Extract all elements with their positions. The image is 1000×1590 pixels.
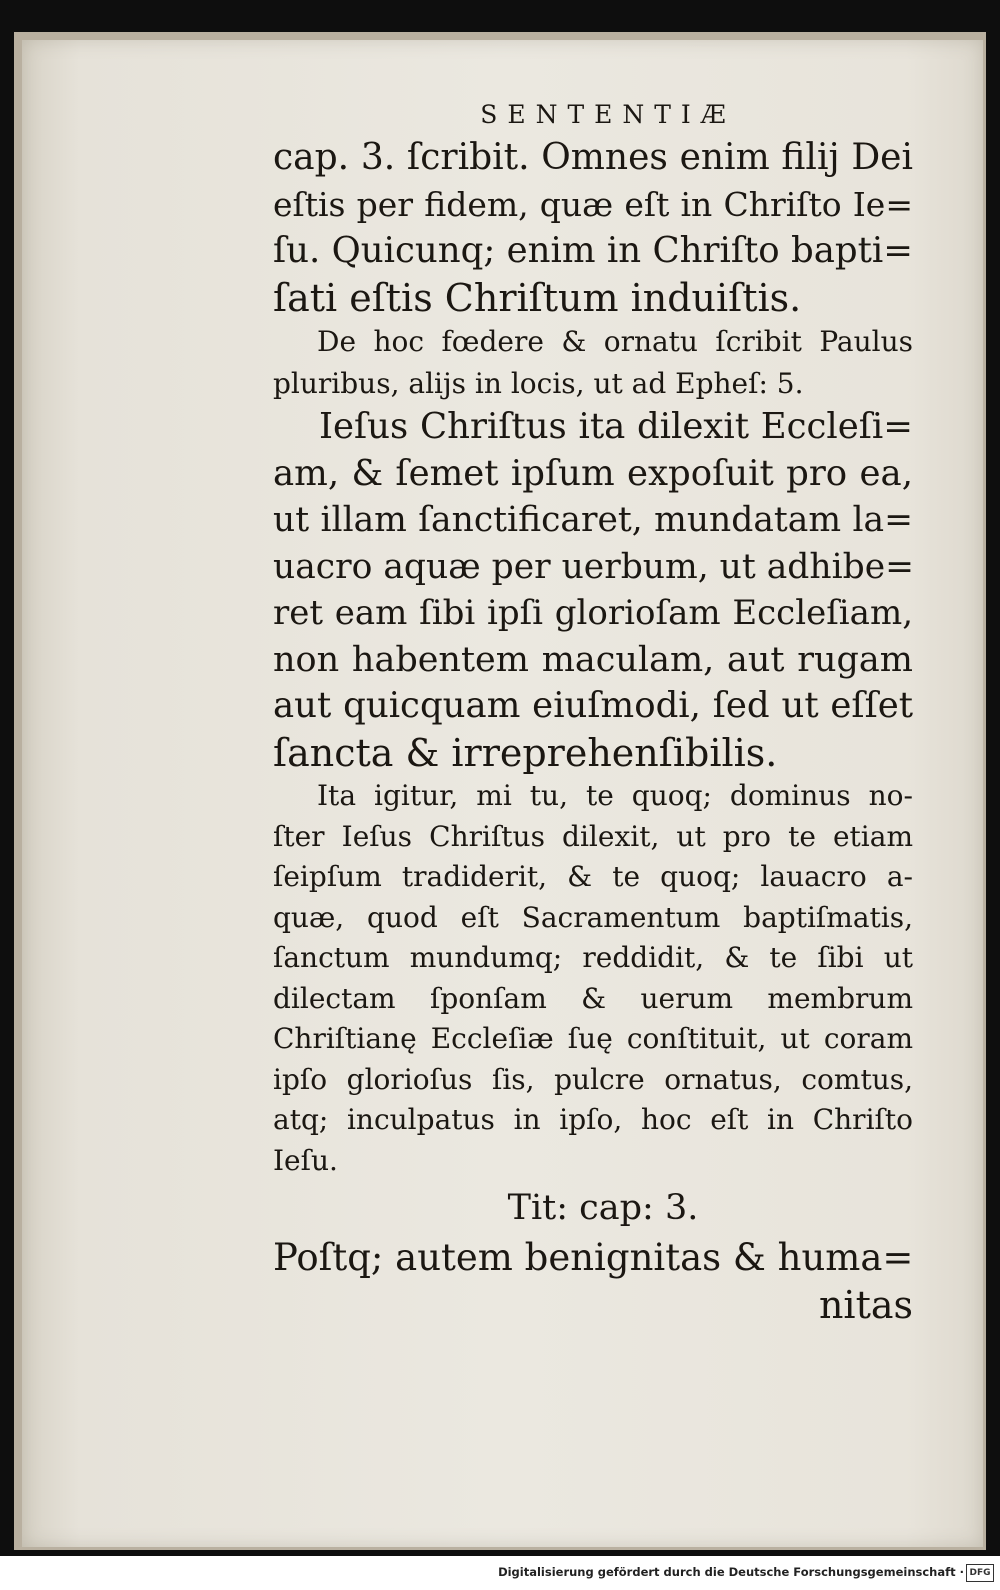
text-line: De hoc fœdere & ornatu ſcribit Paulus	[317, 325, 913, 358]
dfg-logo-icon: DFG	[966, 1564, 994, 1582]
text-line: atq; inculpatus in ipſo, hoc eſt in Chriſto	[273, 1103, 913, 1137]
text-line: eſtis per fidem, quæ eſt in Chriſto Ie=	[273, 184, 913, 224]
text-line: Ieſus Chriſtus ita dilexit Eccleſi=	[319, 406, 913, 448]
text-line: ut illam ſanctificaret, mundatam la=	[273, 500, 913, 541]
text-line: ſancta & irreprehenſibilis.	[273, 730, 778, 775]
text-line: dilectam ſponſam & uerum membrum	[273, 981, 913, 1015]
section-heading: Tit: cap: 3.	[507, 1188, 699, 1229]
footer-bar	[0, 1556, 1000, 1590]
paragraph-1	[273, 135, 913, 321]
text-line: cap. 3. ſcribit. Omnes enim filij Dei	[273, 137, 913, 178]
paragraph-3	[273, 404, 913, 776]
text-line: ſter Ieſus Chriſtus dilexit, ut pro te etiam	[273, 819, 913, 853]
footer-credit: Digitalisierung gefördert durch die Deutsche Forschungsgemeinschaft ·	[498, 1565, 964, 1579]
text-line: ſeipſum tradiderit, & te quoq; lauacro a-	[273, 860, 913, 894]
text-line: quæ, quod eſt Sacramentum baptiſmatis,	[273, 900, 913, 934]
running-head: SENTENTIÆ	[480, 100, 736, 129]
text-line: ſanctum mundumq; reddidit, & te ſibi ut	[273, 941, 913, 975]
page-text	[273, 95, 913, 1328]
paragraph-4	[273, 776, 913, 1181]
text-line: non habentem maculam, aut rugam	[273, 639, 913, 680]
paragraph-5	[273, 1235, 913, 1282]
paragraph-2	[273, 321, 913, 404]
text-line: Ita igitur, mi tu, te quoq; dominus no-	[317, 779, 913, 813]
catchword: nitas	[818, 1282, 913, 1327]
text-line: uacro aquæ per uerbum, ut adhibe=	[273, 546, 915, 587]
text-line: pluribus, alijs in locis, ut ad Epheſ: 5.	[273, 366, 804, 400]
text-line: ret eam ſibi ipſi glorioſam Eccleſiam,	[273, 593, 913, 634]
text-line: Poſtq; autem benignitas & huma=	[273, 1236, 914, 1280]
text-line: ſu. Quicunq; enim in Chriſto bapti=	[273, 230, 913, 271]
text-line: ipſo glorioſus ſis, pulcre ornatus, comtus,	[273, 1062, 913, 1096]
text-line: Ieſu.	[273, 1143, 338, 1177]
text-line: ſati eſtis Chriſtum induiſtis.	[273, 275, 802, 320]
text-line: am, & ſemet ipſum expoſuit pro ea,	[273, 452, 913, 494]
text-line: Chriſtianę Eccleſiæ ſuę conſtituit, ut coram	[273, 1022, 913, 1056]
text-line: aut quicquam eiuſmodi, ſed ut eſſet	[273, 685, 913, 727]
